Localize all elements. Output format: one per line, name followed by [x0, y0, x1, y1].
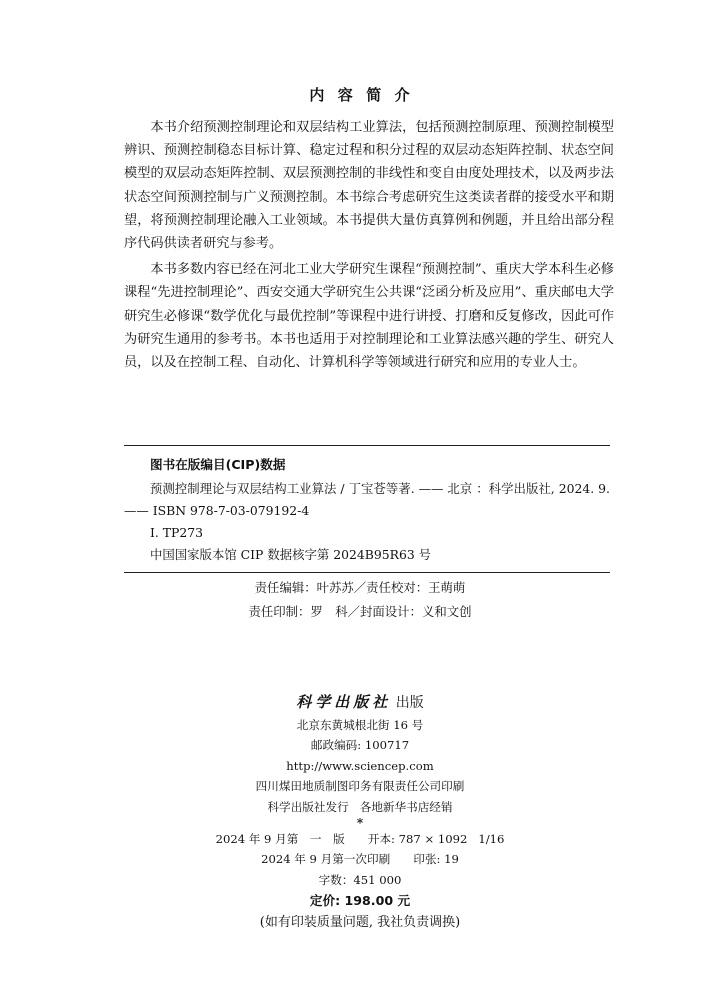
cip-classification: Ⅰ. TP273 — [150, 525, 204, 540]
summary-paragraph-2: 本书多数内容已经在河北工业大学研究生课程“预测控制”、重庆大学本科生必修课程“先进控制理论”、西安交通大学研究生公共课“泛函分析及应用”、重庆邮电大学研究生必修课“数学优化与最优控制”等课程中进行讲授、打磨和反复修改，因此可作为研究生通用的参考书。本书也适用于对控制理论和工业算法感兴趣的学生、研究人员，以及在控制工程、自动化、计算机科学等领域进行研究和应用的专业人士。 — [124, 262, 614, 371]
cip-entry: 预测控制理论与双层结构工业算法 / 丁宝苍等著. —— 北京 ：科学出版社, 2024. 9. —— ISBN 978-7-03-079192-4 — [124, 481, 610, 518]
cip-block — [124, 454, 610, 566]
colophon — [0, 690, 720, 934]
cip-heading: 图书在版编目(CIP)数据 — [150, 457, 286, 472]
summary-title: 内 容 简 介 — [309, 86, 411, 104]
publisher-suffix: 出版 — [395, 695, 424, 711]
price: 定价: 198.00 元 — [309, 893, 411, 909]
editorial-staff — [0, 576, 720, 624]
publisher-address: 北京东黄城根北街 16 号 — [296, 718, 424, 732]
cip-bottom-divider — [124, 572, 610, 573]
publisher-postcode: 邮政编码: 100717 — [310, 738, 410, 753]
publisher-website: http://www.sciencep.com — [286, 758, 434, 773]
publisher-logo-text: 科学出版社 — [296, 693, 392, 711]
summary-paragraph-1: 本书介绍预测控制理论和双层结构工业算法，包括预测控制原理、预测控制模型辨识、预测控制稳态目标计算、稳定过程和积分过程的双层动态矩阵控制、状态空间模型的双层动态矩阵控制、双层预测控制的非线性和变自由度处理技术，以及两步法状态空间预测控制与广义预测控制。本书综合考虑研究生这类读者群的接受水平和期望，将预测控制理论融入工业领域。本书提供大量仿真算例和例题，并且给出部分程序代码供读者研究与参考。 — [124, 120, 614, 252]
distribution-line: 科学出版社发行 各地新华书店经销 — [267, 799, 453, 814]
separator-asterisk: * — [356, 816, 364, 831]
quality-notice: (如有印装质量问题, 我社负责调换) — [259, 915, 461, 931]
cip-top-divider — [124, 445, 610, 446]
printing-line: 2024 年 9 月第一次印刷 印张: 19 — [261, 852, 459, 867]
edition-line: 2024 年 9 月第 一 版 开本: 787 × 1092 1/16 — [215, 832, 505, 847]
cip-record-number: 中国国家版本馆 CIP 数据核字第 2024B95R63 号 — [150, 547, 432, 562]
staff-line-editors: 责任编辑：叶苏苏／责任校对：王萌萌 — [254, 580, 466, 595]
staff-line-production: 责任印制：罗 科／封面设计：义和文创 — [248, 604, 472, 619]
printer-line: 四川煤田地质制图印务有限责任公司印刷 — [255, 779, 465, 794]
word-count: 字数：451 000 — [318, 872, 402, 887]
summary-body — [124, 116, 614, 377]
publisher-line — [0, 690, 720, 715]
